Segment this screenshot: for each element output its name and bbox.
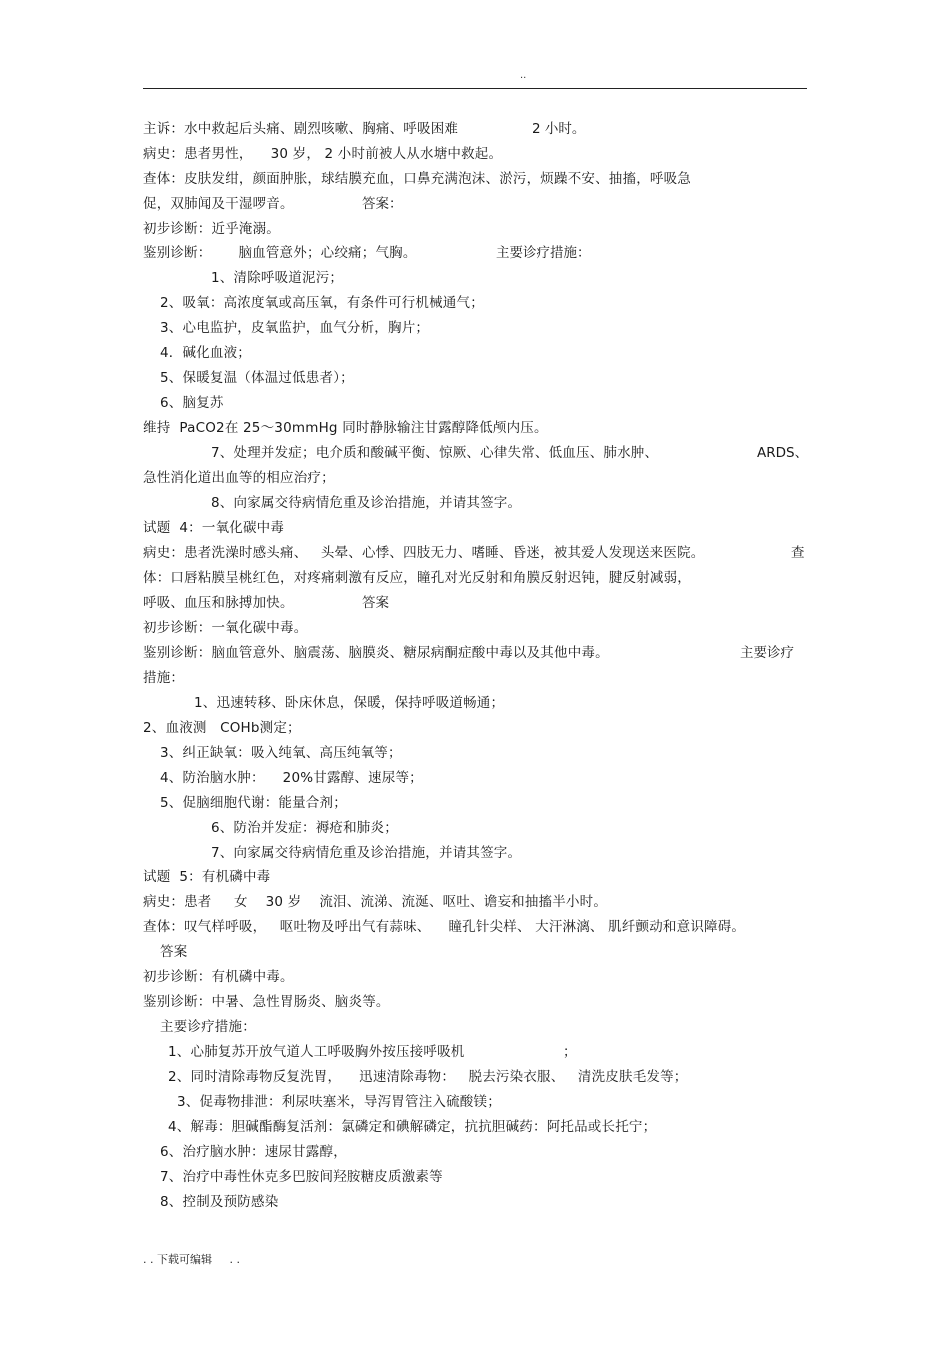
list-item: 1、迅速转移、卧床休息，保暖，保持呼吸道畅通；	[194, 695, 505, 711]
text-line: 查体：叹气样呼吸， 呕吐物及呼出气有蒜味、 瞳孔针尖样、 大汗淋漓、 肌纤颤动和意识障碍。	[143, 919, 746, 935]
list-item: 4、防治脑水肿： 20%甘露醇、速尿等；	[160, 770, 423, 786]
text-line: 病史：患者 女 30 岁 流泪、流涕、流涎、呕吐、谵妄和抽搐半小时。	[143, 894, 608, 910]
text-line: 鉴别诊断：中暑、急性胃肠炎、脑炎等。	[143, 994, 390, 1010]
list-item: 5、保暖复温（体温过低患者）；	[160, 370, 354, 386]
list-item: 3、纠正缺氧：吸入纯氧、高压纯氧等；	[160, 745, 402, 761]
list-item: 8、向家属交待病情危重及诊治措施，并请其签字。	[211, 495, 522, 511]
text-line-right: 答案：	[362, 196, 403, 212]
text-line-right: ；	[563, 1044, 577, 1060]
list-item: 1、清除呼吸道泥污；	[211, 270, 344, 286]
text-line: 鉴别诊断： 脑血管意外；心绞痛；气胸。	[143, 245, 417, 261]
text-line: 查体：皮肤发绀，颜面肿胀，球结膜充血，口鼻充满泡沫、淤污，烦躁不安、抽搐，呼吸急	[143, 171, 691, 187]
list-item: 2、血液测 COHb测定；	[143, 720, 301, 736]
list-item: 1、心肺复苏开放气道人工呼吸胸外按压接呼吸机	[168, 1044, 465, 1060]
text-line: 初步诊断：一氧化碳中毒。	[143, 620, 308, 636]
text-line: 鉴别诊断：脑血管意外、脑震荡、脑膜炎、糖尿病酮症酸中毒以及其他中毒。	[143, 645, 609, 661]
section-heading: 试题 5：有机磷中毒	[143, 869, 271, 885]
list-item: 3、促毒物排泄：利尿呋塞米，导泻胃管注入硫酸镁；	[177, 1094, 501, 1110]
text-line-right: 答案	[362, 595, 389, 611]
list-item: 6、脑复苏	[160, 395, 224, 411]
list-item: 6、治疗脑水肿：速尿甘露醇，	[160, 1144, 347, 1160]
text-line-right: 主要诊疗措施：	[496, 245, 591, 261]
text-line: 措施：	[143, 670, 185, 686]
text-line: 维持 PaCO2在 25～30mmHg 同时静脉输注甘露醇降低颅内压。	[143, 420, 548, 436]
header-rule	[143, 88, 807, 89]
section-heading: 试题 4：一氧化碳中毒	[143, 520, 285, 536]
text-line: 答案	[160, 944, 188, 960]
text-line: 病史：患者男性， 30 岁， 2 小时前被人从水塘中救起。	[143, 146, 503, 162]
list-item: 8、控制及预防感染	[160, 1194, 279, 1210]
text-line: 主诉：水中救起后头痛、剧烈咳嗽、胸痛、呼吸困难	[143, 121, 459, 137]
list-item: 4、解毒：胆碱酯酶复活剂：氯磷定和碘解磷定，抗抗胆碱药：阿托品或长托宁；	[168, 1119, 657, 1135]
list-item: 3、心电监护，皮氧监护，血气分析，胸片；	[160, 320, 430, 336]
list-item: 2、吸氧：高浓度氧或高压氧，有条件可行机械通气；	[160, 295, 484, 311]
list-item: 7、处理并发症；电介质和酸碱平衡、惊厥、心律失常、低血压、肺水肿、	[211, 445, 659, 461]
list-item: 4．碱化血液；	[160, 345, 251, 361]
text-line-right: 查	[791, 545, 805, 561]
text-line: 呼吸、血压和脉搏加快。	[143, 595, 294, 611]
text-line: 主要诊疗措施：	[160, 1019, 256, 1035]
text-line: 体：口唇粘膜呈桃红色，对疼痛刺激有反应，瞳孔对光反射和角膜反射迟钝，腱反射减弱，	[143, 570, 691, 586]
list-item: 7、治疗中毒性休克多巴胺间羟胺糖皮质激素等	[160, 1169, 443, 1185]
list-item: 7、向家属交待病情危重及诊治措施，并请其签字。	[211, 845, 522, 861]
page-footer: . . 下载可编辑 . .	[143, 1253, 240, 1266]
text-line: 急性消化道出血等的相应治疗；	[143, 470, 335, 486]
text-line: 促，双肺闻及干湿啰音。	[143, 196, 294, 212]
text-line-right: ARDS、	[757, 445, 809, 461]
text-line: 初步诊断：有机磷中毒。	[143, 969, 294, 985]
list-item: 6、防治并发症：褥疮和肺炎；	[211, 820, 398, 836]
text-line: 初步诊断：近乎淹溺。	[143, 221, 280, 237]
list-item: 2、同时清除毒物反复洗胃， 迅速清除毒物： 脱去污染衣服、 清洗皮肤毛发等；	[168, 1069, 688, 1085]
header-dots: ..	[520, 70, 527, 81]
text-line-right: 主要诊疗	[740, 645, 794, 661]
text-line: 病史：患者洗澡时感头痛、 头晕、心悸、四肢无力、嗜睡、昏迷，被其爱人发现送来医院。	[143, 545, 705, 561]
list-item: 5、促脑细胞代谢：能量合剂；	[160, 795, 347, 811]
text-line-right: 2 小时。	[532, 121, 586, 137]
